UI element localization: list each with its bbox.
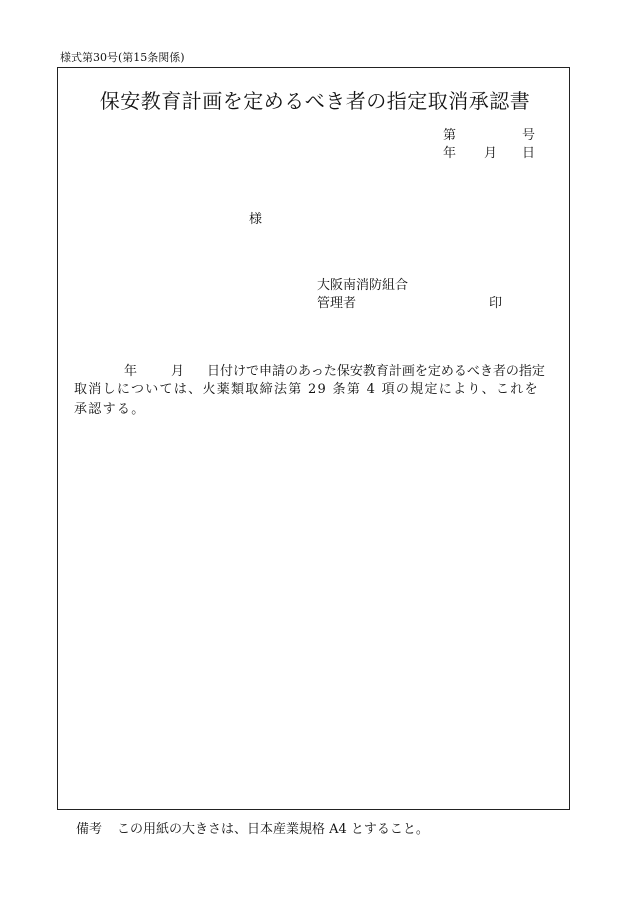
issue-date-month: 月 (484, 146, 498, 161)
body-year: 年 (124, 364, 138, 379)
form-frame (57, 67, 570, 810)
body-month: 月 (171, 364, 185, 379)
document-title: 保安教育計画を定めるべき者の指定取消承認書 (99, 89, 531, 113)
addressee-honorific: 様 (249, 212, 263, 227)
note-label: 備考 (76, 822, 103, 837)
note-text: この用紙の大きさは、日本産業規格 A4 とすること。 (117, 822, 429, 837)
body-line-3: 承認する。 (74, 402, 146, 417)
document-number-prefix: 第 (443, 128, 457, 143)
document-number-suffix: 号 (522, 128, 536, 143)
issue-date-day: 日 (522, 146, 536, 161)
issuer-title: 管理者 (317, 296, 357, 311)
form-number-label: 様式第30号(第15条関係) (60, 51, 185, 64)
body-line-1-text: 日付けで申請のあった保安教育計画を定めるべき者の指定 (207, 364, 545, 379)
body-line-2: 取消しについては、火薬類取締法第 29 条第 4 項の規定により、これを (74, 382, 539, 397)
issuer-organization: 大阪南消防組合 (317, 278, 409, 293)
issue-date-year: 年 (443, 146, 457, 161)
seal-mark: 印 (489, 296, 503, 311)
